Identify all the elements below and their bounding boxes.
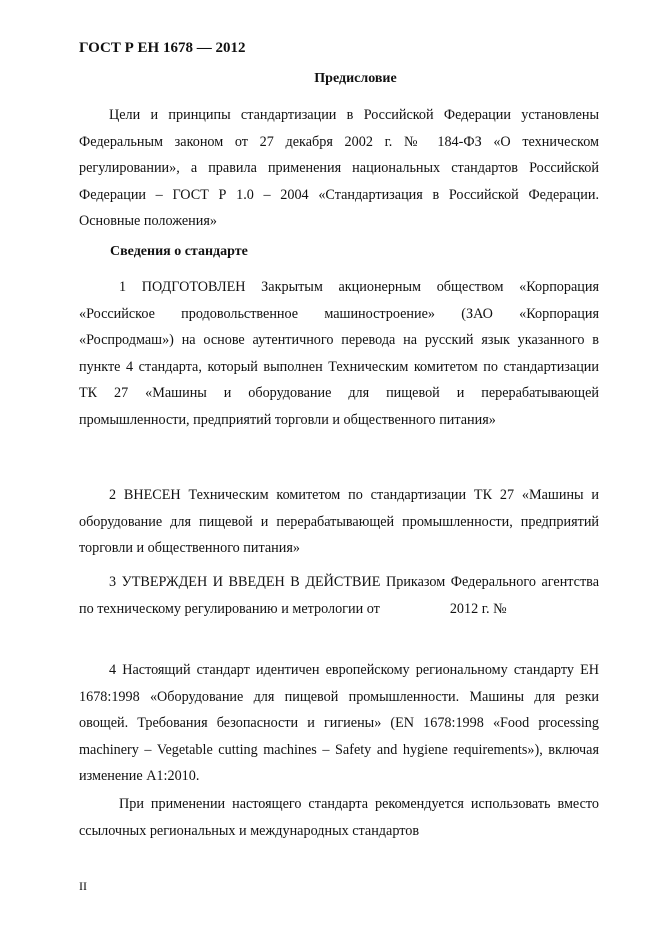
item-3-number-sign: № [493,600,507,617]
item-3-text: 3 УТВЕРЖДЕН И ВВЕДЕН В ДЕЙСТВИЕ Приказом Федерального агентства по техническому регулированию и метрологии от [79,574,599,617]
item-3-year: 2012 г. [449,600,490,617]
standard-info-note: При применении настоящего стандарта рекомендуется использовать вместо ссылочных региональных и международных стандартов [79,796,599,839]
standard-info-item-1: 1 ПОДГОТОВЛЕН Закрытым акционерным обществом «Корпорация «Российское продовольственное машиностроение» (ЗАО «Корпорация «Роспродмаш») на основе аутентичного перевода на русский язык указанного в пункте 4 стандарта, который выполнен Техническим комитетом по стандартизации ТК 27 «Машины и оборудование для пищевой и перерабатывающей промышленности, предприятий торговли и общественного питания» [79,279,599,428]
standard-info-item-4: 4 Настоящий стандарт идентичен европейскому региональному стандарту ЕН 1678:1998 «Оборудование для пищевой промышленности. Машины для резки овощей. Требования безопасности и гигиены» (EN 1678:1998 «Food processing machinery – Vegetable cutting machines – Safety and hygiene requirements»), включая изменение А1:2010. [79,662,599,784]
standard-info-item-3 [79,569,599,622]
section-title-foreword: Предисловие [314,71,397,86]
standard-info-item-2: 2 ВНЕСЕН Техническим комитетом по стандартизации ТК 27 «Машины и оборудование для пищевой и перерабатывающей промышленности, предприятий торговли и общественного питания» [79,487,599,556]
document-code: ГОСТ Р ЕН 1678 — 2012 [79,40,246,56]
standard-info-heading: Сведения о стандарте [110,244,248,259]
page-number: II [79,879,87,893]
foreword-intro-paragraph: Цели и принципы стандартизации в Российской Федерации установлены Федеральным законом от 27 декабря 2002 г. № 184-ФЗ «О техническом регулировании», а правила применения национальных стандартов Российской Федерации – ГОСТ Р 1.0 – 2004 «Стандартизация в Российской Федерации. Основные положения» [79,107,599,229]
